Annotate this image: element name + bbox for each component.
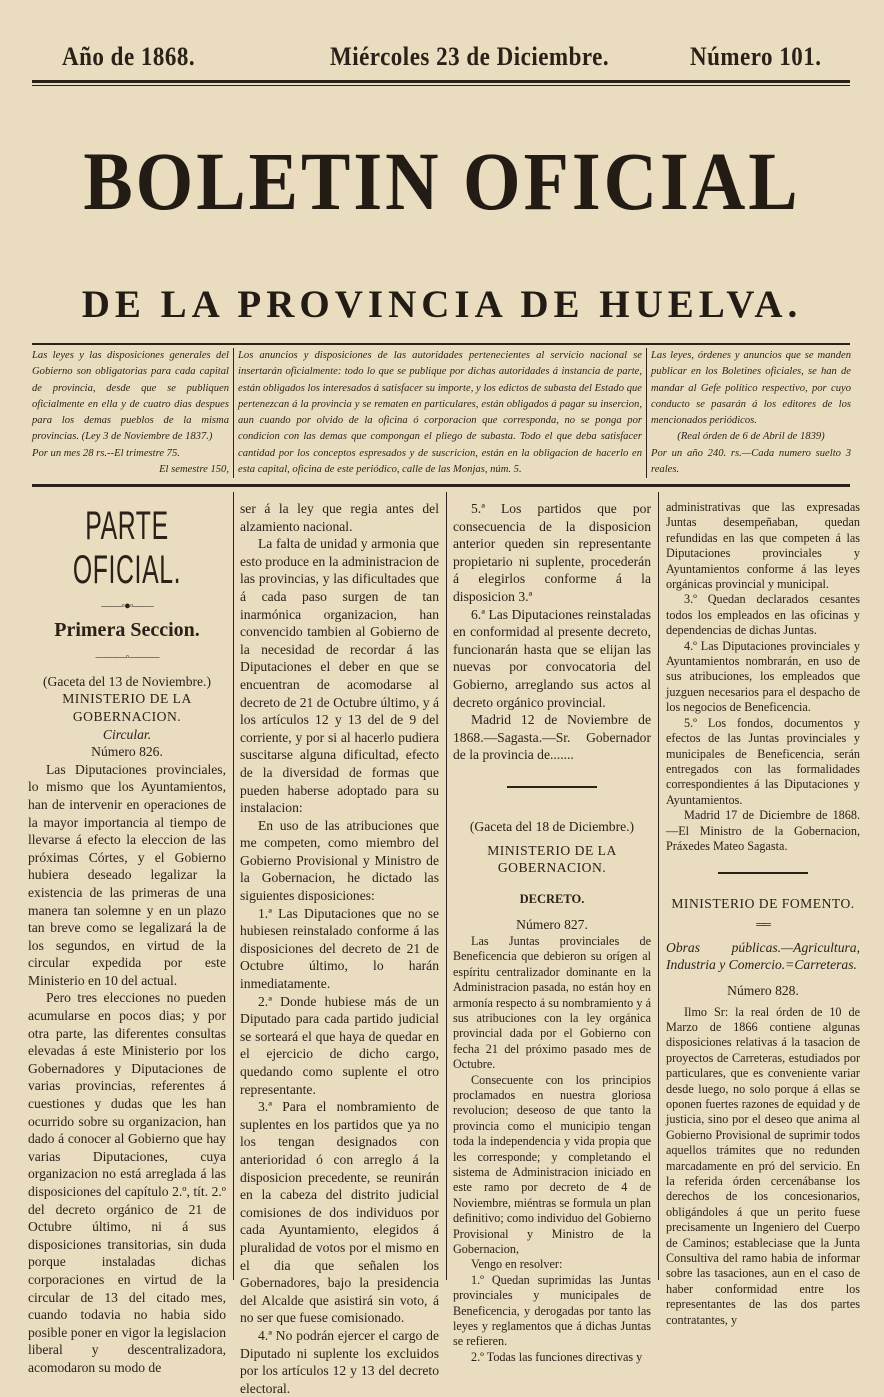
paragraph: 1.º Quedan suprimidas las Juntas provinciales y municipales de Beneficencia, y derogadas por tanto las leyes y reglamentos que á dichas Juntas se refieren. (453, 1272, 651, 1349)
notice-right-text: Las leyes, órdenes y anuncios que se manden publicar en los Boletines oficiales, se han de mandar al Gefe político respectivo, por cuyo conducto se pasarán á los editores de los mencionados periódicos. (651, 350, 851, 427)
paragraph: 4.º Las Diputaciones provinciales y Ayuntamientos nombrarán, en uso de sus atribuciones, los empleados que juzguen necesarios para el despacho de los negocios de Beneficencia. (666, 638, 860, 715)
paragraph: 1.ª Las Diputaciones que no se hubiesen reinstalado conforme á las disposiciones del decreto de 21 de Octubre último, lo harán inmediatamente. (240, 905, 439, 992)
ornament-divider: ══ (756, 918, 770, 931)
notice-left-price1: Por un mes 28 rs.--El trimestre 75. (32, 447, 180, 459)
decree-number: Número 828. (727, 983, 799, 999)
notices-divider-right (646, 348, 647, 478)
notice-right (651, 348, 851, 484)
notice-center: Los anuncios y disposiciones de las autoridades pertenecientes al servicio nacional se insertarán oficialmente: todo lo que se publique por dichas autoridades á instancia de parte, están obligados los interesados á satisfacer su importe, y los edictos de subasta del Estado que pertenezcan á la provincia y se rematen en particulares, están obligados á pagar su insercion, aun cuando por olvido de la oficina ó corporacion que corresponda, no se ponga por condicion con las demas que compongan el pliego de subasta. Todo el que deba satisfacer cantidad por los conceptos espresados y de suscricion, están en la obligacion de hacerlo en esta capital, oficina de este periódico, calle de las Monjas, núm. 5. (238, 350, 642, 476)
paragraph: Consecuente con los principios proclamados en nuestra gloriosa revolucion; deseoso de que tanto la provincia como el municipio tengan toda la independencia y vida propia que les corresponde; y completando el sistema de Administracion iniciado en este ramo por decreto de 4 de Noviembre, miéntras se formula un plan definitivo; como individuo del Gobierno Provisional y Ministro de la Gobernacion, (453, 1072, 651, 1256)
paragraph: 6.ª Las Diputaciones reinstaladas en conformidad al presente decreto, funcionarán hasta que se elijan las nuevas por convocatoria del Gobierno, arreglando sus actos al decreto orgánico provincial. (453, 606, 651, 710)
notices-divider-left (233, 348, 234, 478)
notice-left-text: Las leyes y las disposiciones generales del Gobierno son obligatorias para cada capital de provincia, desde que se publiquen oficialmente en ella y de cuatro dias despues para los demas pueblos de la misma provincias. (Ley 3 de Noviembre de 1837.) (32, 350, 229, 443)
section-heading: Primera Seccion. (54, 618, 200, 641)
notice-right-price: Por un año 240. rs.—Cada numero suelto 3 reales. (651, 447, 851, 476)
column-divider-1 (233, 492, 234, 1280)
column-divider-2 (446, 492, 447, 1280)
masthead-title: BOLETIN OFICIAL (83, 136, 801, 228)
column-3 (453, 500, 651, 1364)
paragraph: Madrid 17 de Diciembre de 1868. —El Ministro de la Gobernacion, Práxedes Mateo Sagasta. (666, 808, 860, 853)
paragraph: 2.ª Donde hubiese más de un Diputado para cada partido judicial se sorteará el que haya de quedar en el ejercicio de dicho cargo, quedando como suplente el otro representante. (240, 993, 439, 1097)
paragraph: 3.ª Para el nombramiento de suplentes en los partidos que ya no los tengan designados con anterioridad ó con arreglo á la disposicion precedente, se reunirán en la cabeza del distrito judicial comisiones de dos individuos por cada Ayuntamiento, elegidos á pluralidad de votos por el mismo en el dia que señalen los Gobernadores, bajo la presidencia del Alcalde que asistirá sin voto, á no ser que fuese comisionado. (240, 1099, 439, 1326)
column-1 (28, 500, 226, 1375)
section-separator (507, 786, 597, 788)
decree-number: Número 826. (91, 744, 163, 760)
paragraph: Las Juntas provinciales de Beneficencia que debieron su orígen al espíritu centralizador dominante en la Administracion pasada, no están hoy en armonía respecto á su nombramiento y á sus atribuciones con la ley orgánica provincial dada por el Gobierno con fecha 21 del próximo pasado mes de Octubre. (453, 933, 651, 1072)
year-label: Año de 1868. (62, 42, 196, 71)
paragraph: ser á la ley que regia antes del alzamiento nacional. (240, 501, 439, 534)
paragraph: Pero tres elecciones no pueden acumularse en pocos dias; y por otra parte, las diferentes consultas elevadas á este Ministerio por los Gobernadores y Diputaciones de varias provincias, referentes á cuestiones y dudas que les han ocurrido sobre su organizacion, han dado á conocer al Gobierno que hay varias Diputaciones, cuya organizacion no está arreglada á las disposiciones del capítulo 2.º, tít. 2.º del decreto orgánico de 21 de Octubre último, ni á sus disposiciones transitorias, sin duda porque instaladas dichas corporaciones en virtud de la circular de 13 del citado mes, cuando todavia no habia sido posible poner en vigor la legislacion liberal y descentralizadora, acomodaron su modo de (28, 990, 226, 1375)
notice-left (32, 348, 229, 484)
gaceta-reference: (Gaceta del 13 de Noviembre.) (43, 673, 211, 689)
ornament-divider: ———◦——— (95, 651, 159, 664)
paragraph: 5.º Los fondos, documentos y efectos de las Juntas provinciales y municipales de Beneficencia, serán entregados con las formalidades correspondientes á las Diputaciones y Ayuntamientos. (666, 715, 860, 807)
header-rule-thin (32, 85, 850, 86)
paragraph: Las Diputaciones provinciales, lo mismo que los Ayuntamientos, han de intervenir en operaciones de la mayor importancia al tiempo de llevarse á efecto la eleccion de las próximas Córtes, y el Gobierno hubiera deseado legalizar la existencia de las primeras de una manera tan solemne y en un plazo tan breve como se legalizará la de los segundos, en virtud de la circular expedida por este Ministerio en 10 del actual. (28, 761, 226, 988)
header-rule (32, 80, 850, 83)
ministry-heading: MINISTERIO DE FOMENTO. (671, 896, 855, 912)
section-separator (718, 872, 808, 874)
column-2 (240, 500, 439, 1396)
ornament-divider: ——◦●◦—— (101, 600, 153, 612)
notice-left-price2: El semestre 150, (159, 464, 229, 476)
notice-right-ref: (Real órden de 6 de Abril de 1839) (677, 431, 825, 443)
issue-number: Número 101. (690, 42, 822, 71)
decree-label: DECRETO. (519, 891, 585, 906)
circular-label: Circular. (102, 726, 152, 742)
column-divider-3 (658, 492, 659, 1280)
paragraph: 3.º Quedan declarados cesantes todos los empleados en las oficinas y dependencias de dichas Juntas. (666, 592, 860, 638)
paragraph: administrativas que las expresadas Juntas desempeñaban, quedan refundidas en las que competen á las Diputaciones provinciales y Ayuntamientos conforme á las leyes orgánicas provincial y municipal. (666, 500, 860, 592)
column-4 (666, 500, 860, 1327)
paragraph: La falta de unidad y armonia que esto produce en la administracion de las provincias, y las dificultades que á cada paso surgen de tan inarmónica organizacion, han convencido tambien al Gobierno de la necesidad de recordar á las Diputaciones el deber en que se encuentran de acomodarse al decreto de 21 de Octubre último, y á los artículos 12 y 13 del de 9 del corriente, y por si al hacerlo pudiera suscitarse alguna dificultad, efecto de la diversidad de formas que pueden haberse adoptado para su instalacion: (240, 536, 439, 816)
paragraph: 2.º Todas las funciones directivas y (471, 1349, 643, 1364)
subject-heading: Obras públicas.—Agricultura, Industria y Comercio.=Carreteras. (666, 940, 860, 973)
paragraph: 5.ª Los partidos que por consecuencia de la disposicion anterior queden sin representante propietario ni suplente, procederán á elegirlos conforme á la disposicion 3.ª (453, 501, 651, 604)
ministry-heading: MINISTERIO DE LA GOBERNACION. (487, 842, 617, 876)
paragraph: Vengo en resolver: (471, 1257, 563, 1272)
paragraph: Madrid 12 de Noviembre de 1868.—Sagasta.—Sr. Gobernador de la provincia de....... (453, 712, 651, 763)
paragraph: Ilmo Sr: la real órden de 10 de Marzo de 1866 contiene algunas disposiciones relativas á la tasacion de proyectos de Carreteras, estudiados por particulares, que es conveniente variar desde luego, no solo porque á ellas se oponen fuertes razones de equidad y de justicia, sino por el deseo que anima al Gobierno Provisional de suprimir todos aquellos trámites que no redunden marcadamente en pró del servicio. En la referida órden cercenábanse los derechos de los concesionarios, obligándoles á que un perito fuese precisamente un Ingeniero del Cuerpo de Caminos; estableciase que la Junta Consultiva del ramo habia de informar sobre las tasaciones, aun en el caso de haber conformidad entre los representantes de las dos partes contratantes, y (666, 1004, 860, 1327)
parte-oficial-heading: PARTE OFICIAL. (72, 504, 182, 592)
notices-bottom-rule (32, 484, 850, 487)
decree-number: Número 827. (516, 917, 588, 933)
date-label: Miércoles 23 de Diciembre. (330, 42, 610, 71)
ministry-heading: MINISTERIO DE LA GOBERNACION. (62, 691, 192, 724)
paragraph: 4.ª No podrán ejercer el cargo de Diputado ni suplente los excluidos por los artículos 12 y 13 del decreto electoral. (240, 1327, 439, 1396)
notices-top-rule (32, 343, 850, 345)
paragraph: En uso de las atribuciones que me competen, como miembro del Gobierno Provisional y Ministro de la Gobernacion, he dictado las siguientes disposiciones: (240, 817, 439, 904)
masthead-subtitle: DE LA PROVINCIA DE HUELVA. (81, 283, 803, 326)
gaceta-reference: (Gaceta del 18 de Diciembre.) (469, 818, 635, 834)
